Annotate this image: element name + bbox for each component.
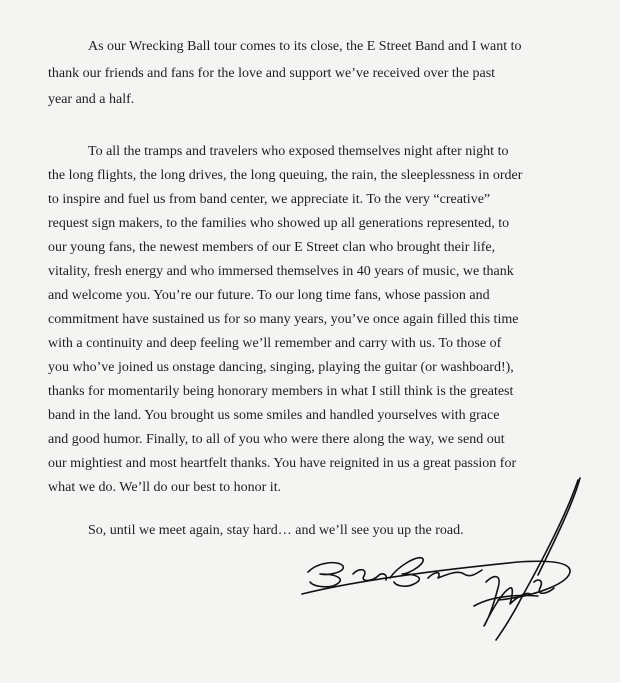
paragraph-closing [48, 519, 598, 543]
text-line: request sign makers, to the families who showed up all generations represented, to [48, 215, 510, 231]
text-line: vitality, fresh energy and who immersed themselves in 40 years of music, we thank [48, 263, 514, 279]
text-line: So, until we meet again, stay hard… and we’ll see you up the road. [88, 522, 464, 538]
text-line: commitment have sustained us for so many years, you’ve once again filled this time [48, 311, 519, 327]
text-line: you who’ve joined us onstage dancing, singing, playing the guitar (or washboard!), [48, 359, 514, 375]
text-line: and welcome you. You’re our future. To our long time fans, whose passion and [48, 287, 490, 303]
text-line: thanks for momentarily being honorary members in what I still think is the greatest [48, 383, 514, 399]
text-line: band in the land. You brought us some smiles and handled yourselves with grace [48, 407, 500, 423]
text-line: our mightiest and most heartfelt thanks. You have reignited in us a great passion for [48, 455, 517, 471]
text-line: with a continuity and deep feeling we’ll remember and carry with us. To those of [48, 335, 502, 351]
text-line: year and a half. [48, 92, 135, 107]
paragraph-intro [48, 34, 598, 114]
text-line: the long flights, the long drives, the long queuing, the rain, the sleeplessness in order [48, 167, 523, 183]
text-line: our young fans, the newest members of our E Street clan who brought their life, [48, 239, 496, 255]
paragraph-thanks [48, 140, 598, 500]
text-line: to inspire and fuel us from band center, we appreciate it. To the very “creative” [48, 191, 491, 207]
text-line: what we do. We’ll do our best to honor it. [48, 479, 282, 495]
text-line: and good humor. Finally, to all of you who were there along the way, we send out [48, 431, 505, 447]
text-line: As our Wrecking Ball tour comes to its close, the E Street Band and I want to [88, 39, 522, 54]
text-line: thank our friends and fans for the love and support we’ve received over the past [48, 65, 496, 81]
text-line: To all the tramps and travelers who exposed themselves night after night to [88, 143, 509, 159]
letter-body [48, 34, 598, 543]
